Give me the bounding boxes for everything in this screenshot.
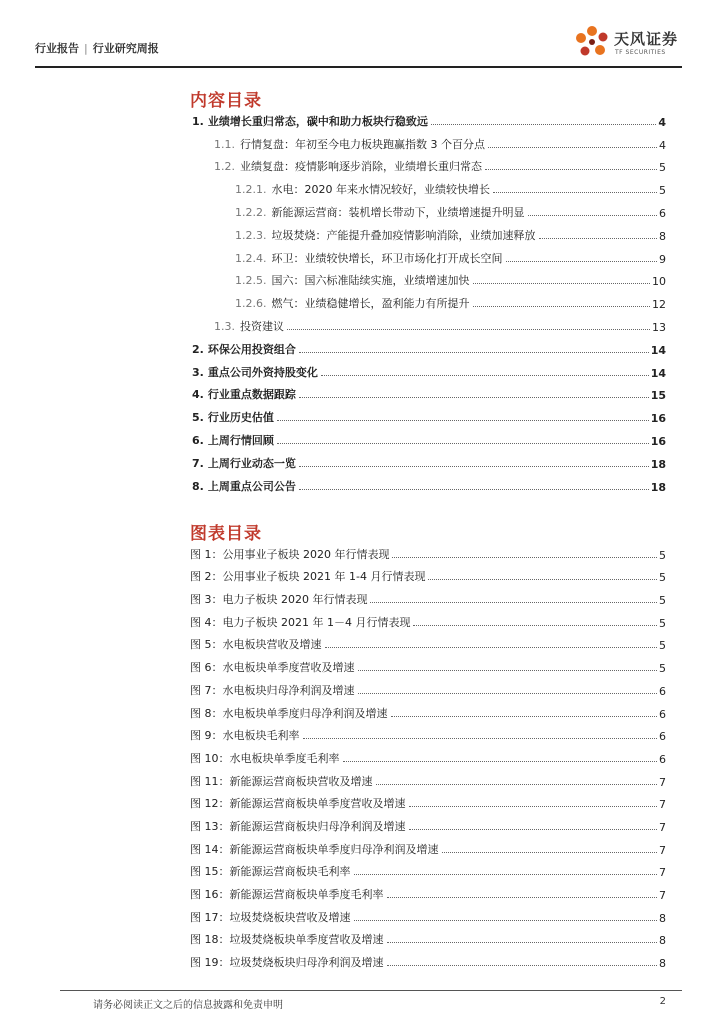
dot-leader [325, 647, 658, 648]
figure-entry-title: 图 15：新能源运营商板块毛利率 [190, 865, 351, 879]
toc-entry-number: 1.2.5. [235, 274, 267, 288]
dot-leader [488, 147, 657, 148]
header-separator: | [84, 42, 88, 55]
dot-leader [299, 397, 649, 398]
figure-entry[interactable] [190, 584, 666, 607]
toc-page-number: 18 [650, 457, 666, 471]
toc-entry-text: 投资建议 [240, 319, 284, 333]
figure-entry[interactable] [190, 834, 666, 857]
figure-entry-title: 图 8：水电板块单季度归母净利润及增速 [190, 706, 388, 720]
figure-entry[interactable] [190, 630, 666, 653]
toc-entry-title [235, 181, 490, 197]
table-of-contents [192, 106, 666, 494]
toc-entry-title [192, 455, 296, 471]
report-header [35, 40, 159, 56]
figure-entry[interactable] [190, 698, 666, 721]
figure-entry-title: 图 11：新能源运营商板块营收及增速 [190, 774, 373, 788]
toc-entry-text: 重点公司外资持股变化 [207, 365, 318, 379]
figure-entry[interactable] [190, 607, 666, 630]
toc-entry-number: 7. [192, 456, 204, 470]
logo-english-name: TF SECURITIES [615, 49, 666, 56]
page-number: 2 [659, 996, 666, 1007]
dot-leader [387, 942, 658, 943]
figure-entry-title: 图 1：公用事业子板块 2020 年行情表现 [190, 547, 390, 561]
figure-page-number: 5 [659, 639, 666, 653]
figure-entry-title: 图 4：电力子板块 2021 年 1－4 月行情表现 [190, 615, 411, 629]
figure-page-number: 6 [659, 752, 666, 766]
dot-leader [392, 557, 657, 558]
dot-leader [539, 238, 658, 239]
dot-leader [287, 329, 650, 330]
dot-leader [354, 920, 658, 921]
toc-entry-title [192, 113, 428, 129]
figure-entry[interactable] [190, 652, 666, 675]
toc-page-number: 5 [659, 184, 666, 198]
figure-page-number: 7 [659, 798, 666, 812]
figure-entry-title: 图 12：新能源运营商板块单季度营收及增速 [190, 797, 406, 811]
toc-entry-number: 4. [192, 388, 204, 402]
toc-entry-number: 1.2.4. [235, 251, 267, 265]
figure-entry[interactable] [190, 675, 666, 698]
toc-page-number: 8 [659, 229, 666, 243]
toc-entry-text: 行情复盘：年初至今电力板块跑赢指数 3 个百分点 [240, 137, 485, 151]
figure-entry-title: 图 7：水电板块归母净利润及增速 [190, 683, 355, 697]
toc-entry[interactable] [192, 220, 666, 243]
toc-entry-number: 6. [192, 433, 204, 447]
figure-entry-title: 图 10：水电板块单季度毛利率 [190, 751, 340, 765]
figure-entry[interactable] [190, 789, 666, 812]
toc-entry-title [235, 272, 470, 288]
dot-leader [299, 352, 649, 353]
toc-page-number: 6 [659, 206, 666, 220]
dot-leader [387, 897, 658, 898]
toc-entry-number: 1.2. [214, 160, 235, 174]
figure-entry[interactable] [190, 721, 666, 744]
figure-entry-title: 图 6：水电板块单季度营收及增速 [190, 661, 355, 675]
toc-entry-number: 1.2.1. [235, 183, 267, 197]
figure-entry[interactable] [190, 947, 666, 970]
dot-leader [299, 489, 649, 490]
figure-entry-title: 图 16：新能源运营商板块单季度毛利率 [190, 888, 384, 901]
figures-title: 图表目录 [190, 524, 262, 544]
figure-entry[interactable] [190, 539, 666, 562]
toc-entry-title [192, 409, 274, 425]
toc-entry-title [235, 204, 525, 220]
dot-leader [413, 625, 657, 626]
toc-entry[interactable] [192, 197, 666, 220]
dot-leader [303, 738, 658, 739]
toc-entry-text: 环保公用投资组合 [207, 342, 296, 356]
toc-entry[interactable] [192, 152, 666, 175]
toc-entry-text: 上周行情回顾 [207, 433, 274, 447]
figure-entry-title: 图 3：电力子板块 2020 年行情表现 [190, 593, 368, 607]
figure-entry[interactable] [190, 766, 666, 789]
toc-page-number: 4 [659, 138, 666, 152]
dot-leader [431, 124, 657, 125]
dot-leader [493, 192, 657, 193]
dot-leader [485, 169, 657, 170]
dot-leader [343, 761, 658, 762]
dot-leader [387, 965, 658, 966]
figure-page-number: 5 [659, 548, 666, 562]
figure-entry-title: 图 5：水电板块营收及增速 [190, 638, 322, 652]
toc-entry[interactable] [192, 174, 666, 197]
toc-entry-text: 上周行业动态一览 [207, 456, 296, 470]
toc-page-number: 9 [659, 252, 666, 266]
header-rule [35, 66, 682, 68]
toc-page-number: 10 [652, 275, 666, 289]
toc-entry-title [214, 158, 482, 174]
toc-entry-text: 新能源运营商：装机增长带动下，业绩增速提升明显 [271, 205, 525, 219]
toc-page-number: 16 [650, 412, 666, 426]
figure-page-number: 6 [659, 707, 666, 721]
toc-entry[interactable] [192, 471, 666, 494]
toc-entry-title [192, 478, 296, 494]
toc-entry[interactable] [192, 425, 666, 448]
toc-entry-text: 业绩复盘：疫情影响逐步消除，业绩增长重归常态 [240, 160, 482, 174]
figure-entry[interactable] [190, 857, 666, 880]
figure-page-number: 6 [659, 730, 666, 744]
toc-entry-text: 燃气：业绩稳健增长，盈利能力有所提升 [271, 297, 470, 311]
toc-entry-number: 1.2.3. [235, 228, 267, 242]
toc-entry-number: 1.1. [214, 137, 235, 151]
dot-leader [376, 784, 658, 785]
dot-leader [391, 716, 658, 717]
dot-leader [473, 306, 651, 307]
dot-leader [299, 466, 649, 467]
figure-page-number: 5 [659, 571, 666, 585]
toc-entry-text: 水电：2020 年来水情况较好，业绩较快增长 [271, 183, 490, 197]
figure-entry[interactable] [190, 743, 666, 766]
dot-leader [428, 579, 657, 580]
toc-entry-number: 2. [192, 342, 204, 356]
toc-entry[interactable] [192, 129, 666, 152]
dot-leader [354, 874, 658, 875]
toc-page-number: 15 [650, 389, 666, 403]
figure-entry[interactable] [190, 902, 666, 925]
figure-page-number: 8 [659, 957, 666, 971]
toc-entry-number: 3. [192, 365, 204, 379]
dot-leader [358, 670, 658, 671]
figure-entry[interactable] [190, 879, 666, 902]
toc-entry-title [214, 136, 485, 152]
company-logo [572, 22, 682, 66]
dot-leader [409, 806, 658, 807]
figure-page-number: 8 [659, 911, 666, 925]
toc-entry-text: 环卫：业绩较快增长，环卫市场化打开成长空间 [271, 251, 503, 265]
figure-page-number: 6 [659, 684, 666, 698]
toc-entry-title [235, 250, 503, 266]
figure-entry[interactable] [190, 562, 666, 585]
figure-entry-title: 图 9：水电板块毛利率 [190, 729, 300, 743]
figure-entry-title: 图 14：新能源运营商板块单季度归母净利润及增速 [190, 842, 439, 856]
toc-page-number: 16 [650, 434, 666, 448]
toc-entry-text: 国六：国六标准陆续实施，业绩增速加快 [271, 274, 470, 288]
figure-page-number: 7 [659, 843, 666, 857]
dot-leader [409, 829, 658, 830]
toc-page-number: 5 [659, 161, 666, 175]
toc-entry-text: 上周重点公司公告 [207, 479, 296, 493]
figure-page-number: 8 [659, 934, 666, 948]
figure-page-number: 7 [659, 820, 666, 834]
toc-entry[interactable] [192, 380, 666, 403]
toc-entry-title [235, 295, 470, 311]
logo-chinese-name: 天风证券 [614, 30, 679, 48]
figure-page-number: 5 [659, 594, 666, 608]
figure-entry-title: 图 18：垃圾焚烧板块单季度营收及增速 [190, 933, 384, 947]
toc-entry-number: 5. [192, 411, 204, 425]
toc-entry[interactable] [192, 106, 666, 129]
dot-leader [358, 693, 658, 694]
figure-entry-title: 图 13：新能源运营商板块归母净利润及增速 [190, 819, 406, 833]
toc-entry[interactable] [192, 311, 666, 334]
toc-entry-number: 8. [192, 479, 204, 493]
toc-entry-title [235, 227, 536, 243]
figure-page-number: 5 [659, 662, 666, 676]
dot-leader [528, 215, 658, 216]
toc-entry-number: 1.3. [214, 319, 235, 333]
toc-entry-text: 业绩增长重归常态，碳中和助力板块行稳致远 [207, 114, 428, 128]
toc-entry[interactable] [192, 448, 666, 471]
toc-entry[interactable] [192, 402, 666, 425]
figure-entry-title: 图 17：垃圾焚烧板块营收及增速 [190, 910, 351, 924]
figure-entry-title: 图 2：公用事业子板块 2021 年 1-4 月行情表现 [190, 570, 426, 584]
footer-disclaimer: 请务必阅读正文之后的信息披露和免责申明 [93, 1000, 283, 1011]
figure-page-number: 7 [659, 889, 666, 902]
dot-leader [442, 852, 658, 853]
toc-entry-number: 1.2.2. [235, 205, 267, 219]
toc-page-number: 18 [650, 480, 666, 494]
toc-entry-title [192, 364, 318, 380]
list-of-figures [190, 539, 666, 970]
toc-entry-title [192, 432, 274, 448]
figure-entry[interactable] [190, 811, 666, 834]
toc-entry[interactable] [192, 334, 666, 357]
footer-rule [60, 990, 682, 991]
toc-entry-number: 1.2.6. [235, 297, 267, 311]
toc-entry-number: 1. [192, 114, 204, 128]
figure-page-number: 5 [659, 616, 666, 630]
toc-page-number: 12 [652, 298, 666, 312]
contents-title: 内容目录 [190, 91, 262, 111]
toc-entry-text: 垃圾焚烧：产能提升叠加疫情影响消除，业绩加速释放 [271, 228, 536, 242]
dot-leader [370, 602, 657, 603]
toc-page-number: 14 [650, 343, 666, 357]
header-subcategory: 行业研究周报 [92, 42, 159, 55]
toc-entry-text: 行业重点数据跟踪 [207, 388, 296, 402]
toc-entry-title [192, 341, 296, 357]
toc-entry-title [214, 318, 284, 334]
figure-entry[interactable] [190, 925, 666, 948]
flower-logo-icon [572, 22, 612, 62]
figure-page-number: 7 [659, 775, 666, 789]
dot-leader [277, 443, 649, 444]
toc-page-number: 13 [652, 320, 666, 334]
dot-leader [277, 420, 649, 421]
dot-leader [321, 375, 649, 376]
toc-entry-title [192, 386, 296, 402]
figure-entry-title: 图 19：垃圾焚烧板块归母净利润及增速 [190, 956, 384, 970]
toc-entry[interactable] [192, 266, 666, 289]
toc-entry[interactable] [192, 288, 666, 311]
toc-entry[interactable] [192, 357, 666, 380]
toc-entry-text: 行业历史估值 [207, 411, 274, 425]
dot-leader [473, 283, 651, 284]
toc-page-number: 14 [650, 366, 666, 380]
toc-entry[interactable] [192, 243, 666, 266]
figure-page-number: 7 [659, 866, 666, 880]
dot-leader [506, 261, 658, 262]
header-category: 行业报告 [35, 42, 79, 55]
toc-page-number: 4 [658, 115, 666, 129]
